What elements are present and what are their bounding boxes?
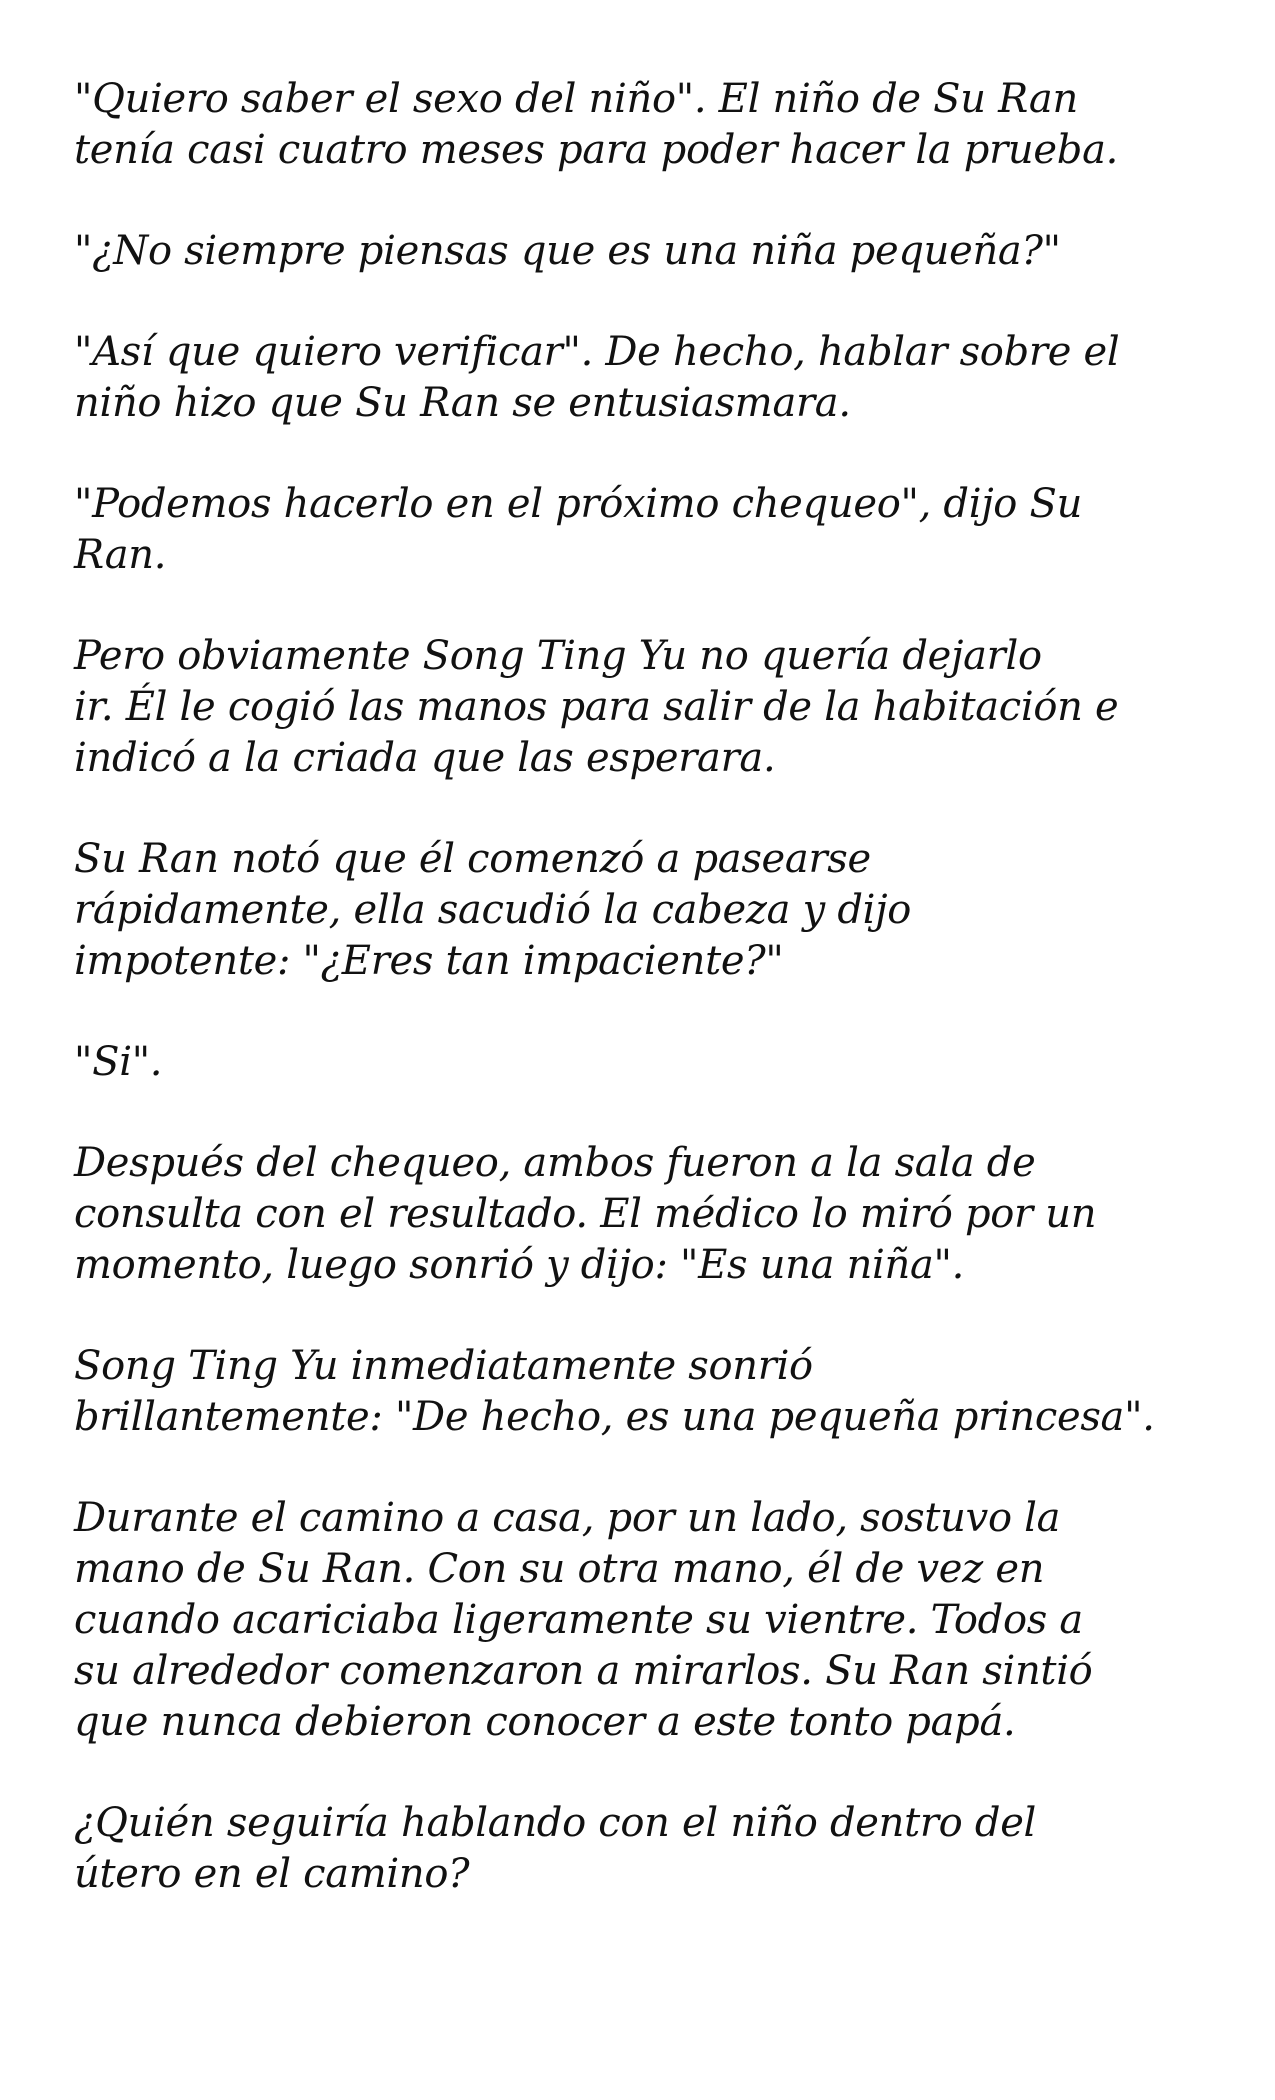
text-line: "Quiero saber el sexo del niño". El niño de Su Ran (74, 76, 1078, 122)
text-line: Durante el camino a casa, por un lado, sostuvo la (74, 1495, 1061, 1541)
paragraph (74, 1341, 1214, 1443)
paragraph (74, 1493, 1214, 1748)
text-line: "Así que quiero verificar". De hecho, hablar sobre el (74, 329, 1120, 375)
text-line: rápidamente, ella sacudió la cabeza y dijo (74, 887, 912, 933)
paragraph (74, 1138, 1214, 1291)
paragraph (74, 327, 1214, 429)
text-line: "¿No siempre piensas que es una niña pequeña?" (74, 228, 1061, 274)
text-line: ¿Quién seguiría hablando con el niño dentro del (74, 1800, 1037, 1846)
text-line: Su Ran notó que él comenzó a pasearse (74, 836, 871, 882)
text-line: Ran. (74, 532, 167, 578)
text-line: Pero obviamente Song Ting Yu no quería dejarlo (74, 633, 1042, 679)
paragraph (74, 631, 1214, 784)
paragraph (74, 834, 1214, 987)
text-line: Song Ting Yu inmediatamente sonrió (74, 1343, 813, 1389)
text-line: mano de Su Ran. Con su otra mano, él de vez en (74, 1546, 1045, 1592)
text-line: niño hizo que Su Ran se entusiasmara. (74, 380, 851, 426)
text-line: útero en el camino? (74, 1851, 470, 1897)
text-line: momento, luego sonrió y dijo: "Es una niña". (74, 1242, 965, 1288)
text-line: "Podemos hacerlo en el próximo chequeo", dijo Su (74, 481, 1083, 527)
paragraph (74, 1037, 1214, 1088)
text-line: su alrededor comenzaron a mirarlos. Su Ran sintió (74, 1648, 1093, 1694)
paragraph (74, 74, 1214, 176)
text-line: brillantemente: "De hecho, es una pequeña princesa". (74, 1394, 1155, 1440)
text-line: "Si". (74, 1039, 163, 1085)
text-line: que nunca debieron conocer a este tonto papá. (74, 1699, 1016, 1745)
text-line: impotente: "¿Eres tan impaciente?" (74, 938, 784, 984)
text-line: ir. Él le cogió las manos para salir de la habitación e (74, 684, 1119, 730)
text-line: consulta con el resultado. El médico lo miró por un (74, 1191, 1097, 1237)
paragraph (74, 226, 1214, 277)
paragraph (74, 1798, 1214, 1900)
text-line: tenía casi cuatro meses para poder hacer la prueba. (74, 127, 1119, 173)
text-line: cuando acariciaba ligeramente su vientre. Todos a (74, 1597, 1083, 1643)
text-line: Después del chequeo, ambos fueron a la sala de (74, 1140, 1036, 1186)
paragraph (74, 479, 1214, 581)
text-line: indicó a la criada que las esperara. (74, 735, 776, 781)
story-text (74, 74, 1214, 1900)
